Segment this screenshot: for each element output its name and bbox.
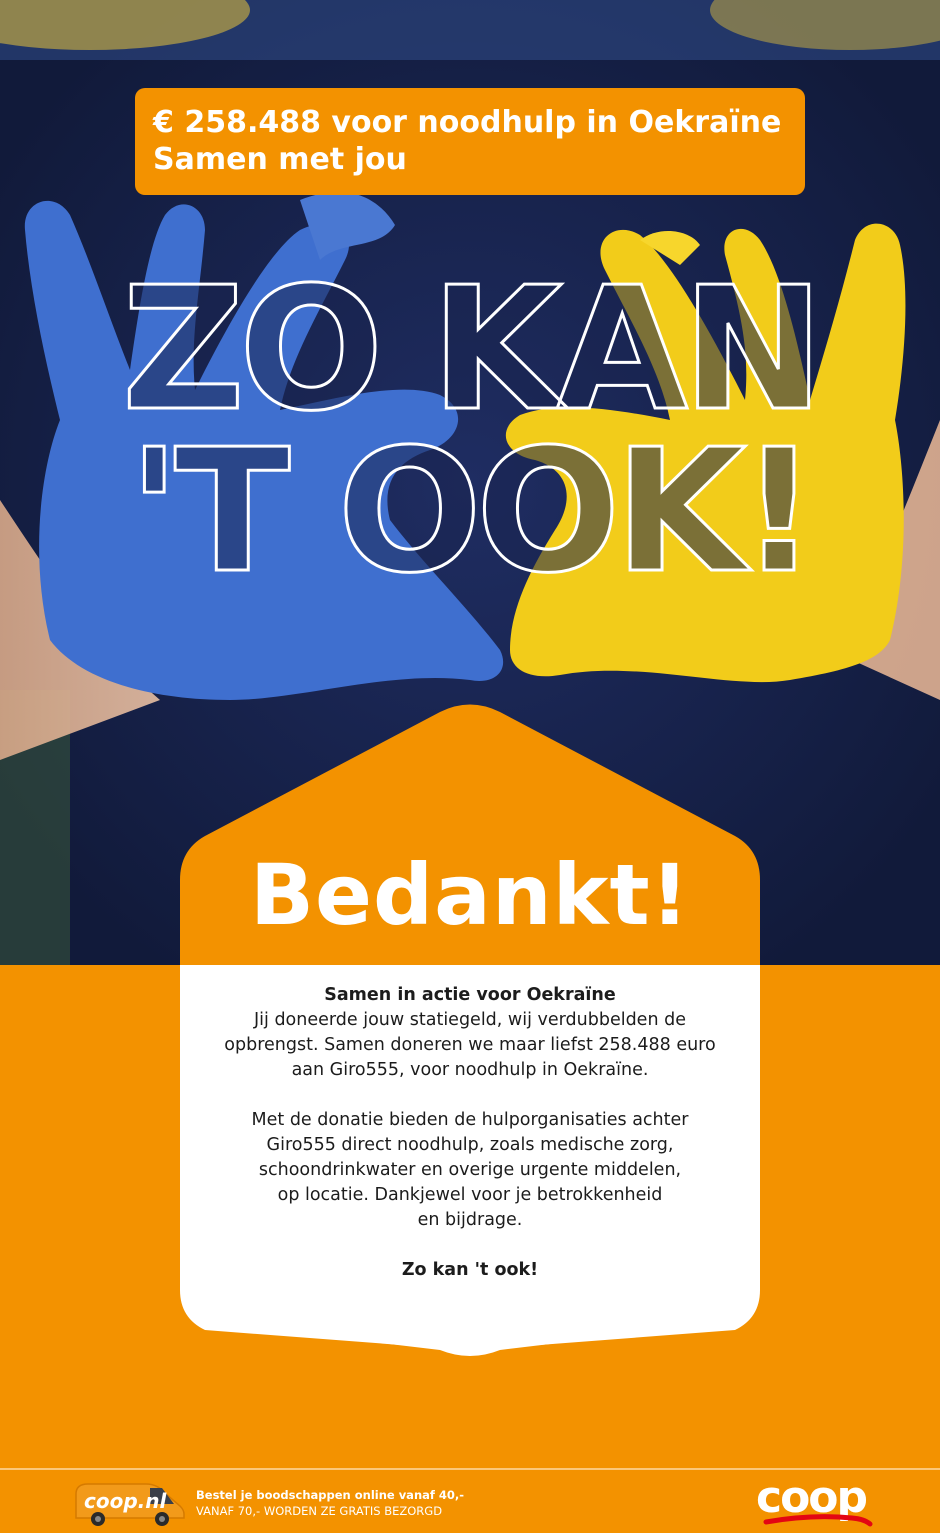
- delivery-van-icon: [66, 1476, 190, 1528]
- body-paragraph2-line: Giro555 direct noodhulp, zoals medische zorg,: [266, 1135, 674, 1155]
- headline-line1: ZO KAN: [121, 251, 819, 449]
- van-logo-text: coop.nl: [84, 1489, 167, 1513]
- body-paragraph1-line: opbrengst. Samen doneren we maar liefst 258.488 euro: [224, 1035, 716, 1055]
- body-subtitle: Samen in actie voor Oekraïne: [324, 985, 616, 1005]
- coop-logo-text: coop: [756, 1472, 867, 1523]
- body-paragraph2-line: Met de donatie bieden de hulporganisaties achter: [251, 1110, 689, 1130]
- body-paragraph1-line: aan Giro555, voor noodhulp in Oekraïne.: [291, 1060, 649, 1080]
- headline-line2: 'T OOK!: [128, 413, 812, 611]
- footer-delivery-text: [196, 1487, 464, 1519]
- banner-subtitle: Samen met jou: [153, 142, 407, 177]
- body-closing: Zo kan 't ook!: [401, 1260, 539, 1280]
- footer-line1: Bestel je boodschappen online vanaf 40,-: [196, 1488, 465, 1502]
- footer-line2: VANAF 70,- WORDEN ZE GRATIS BEZORGD: [196, 1504, 443, 1518]
- banner-amount: € 258.488 voor noodhulp in Oekraïne: [153, 105, 782, 140]
- coop-logo[interactable]: [752, 1470, 892, 1530]
- donation-banner: [135, 88, 805, 195]
- body-paragraph2-line: op locatie. Dankjewel voor je betrokkenheid: [277, 1185, 663, 1205]
- thanks-body: [200, 983, 740, 1283]
- thanks-title: Bedankt!: [250, 846, 690, 944]
- body-paragraph1-line: Jij doneerde jouw statiegeld, wij verdubbelden de: [254, 1010, 686, 1030]
- body-paragraph2-line: en bijdrage.: [417, 1210, 523, 1230]
- body-paragraph2-line: schoondrinkwater en overige urgente middelen,: [258, 1160, 682, 1180]
